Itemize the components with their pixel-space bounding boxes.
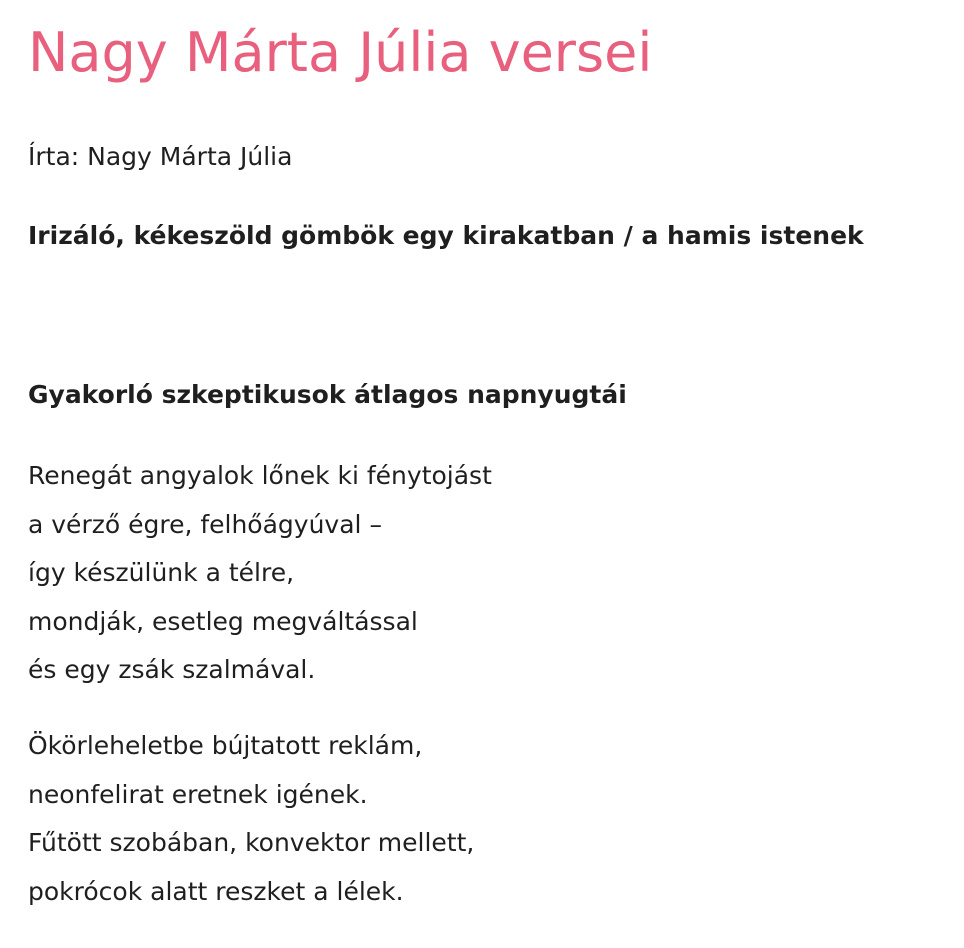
article-subtitle: Irizáló, kékeszöld gömbök egy kirakatban / a hamis istenek	[28, 221, 864, 250]
page-title: Nagy Márta Júlia versei	[28, 21, 653, 84]
poem-stanza	[28, 452, 492, 695]
poem-line: és egy zsák szalmával.	[28, 655, 316, 684]
poem-line: így készülünk a télre,	[28, 558, 295, 587]
poem-line: Fűtött szobában, konvektor mellett,	[28, 828, 475, 857]
poem-line: Ökörleheletbe bújtatott reklám,	[28, 731, 423, 760]
poem-line: pokrócok alatt reszket a lélek.	[28, 876, 404, 906]
poem-line: neonfelirat eretnek igének.	[28, 779, 368, 809]
author-byline: Írta: Nagy Márta Júlia	[28, 142, 293, 171]
poem-line: Renegát angyalok lőnek ki fénytojást	[28, 461, 492, 490]
poem-title: Gyakorló szkeptikusok átlagos napnyugtái	[28, 380, 627, 409]
poem-stanza	[28, 722, 474, 916]
poem-line: a vérző égre, felhőágyúval –	[28, 509, 382, 539]
poem-line: mondják, esetleg megváltással	[28, 606, 418, 636]
